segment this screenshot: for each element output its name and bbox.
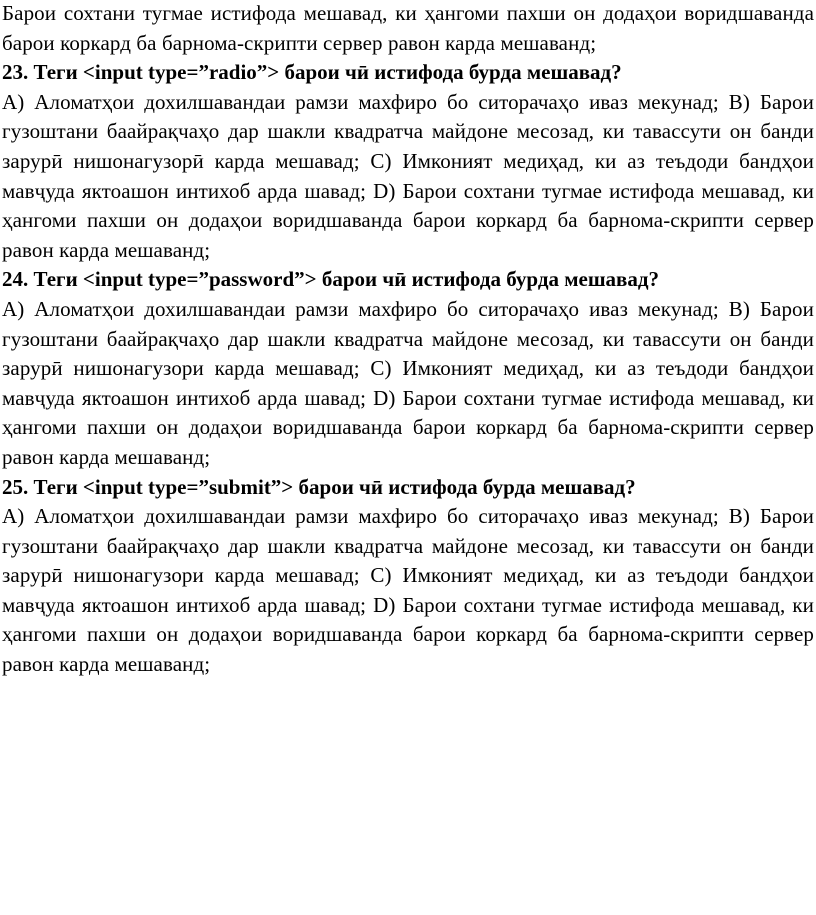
answer-options-25: А) Аломатҳои дохилшавандаи рамзи махфиро бо ситорачаҳо иваз мекунад; B) Барои гузоштани баайрақчаҳо дар шакли квадратча майдоне месозад, ки тавассути он банди зарурӣ нишонагузори карда мешавад; C) Имконият медиҳад, ки аз теъдоди бандҳои мавҷуда яктоашон интихоб арда шавад; D) Барои сохтани тугмае истифода мешавад, ки ҳангоми пахши он додаҳои воридшаванда барои коркард ба барнома-скрипти сервер равон карда мешаванд;	[2, 504, 814, 677]
question-23: 23. Теги <input type=”radio”> барои чӣ истифода бурда мешавад?	[2, 60, 622, 85]
answer-options-24: А) Аломатҳои дохилшавандаи рамзи махфиро бо ситорачаҳо иваз мекунад; B) Барои гузоштани баайрақчаҳо дар шакли квадратча майдоне месозад, ки тавассути он банди зарурӣ нишонагузори карда мешавад; C) Имконият медиҳад, ки аз теъдоди бандҳои мавҷуда яктоашон интихоб арда шавад; D) Барои сохтани тугмае истифода мешавад, ки ҳангоми пахши он додаҳои воридшаванда барои коркард ба барнома-скрипти сервер равон карда мешаванд;	[2, 296, 814, 469]
question-25: 25. Теги <input type=”submit”> барои чӣ истифода бурда мешавад?	[2, 474, 636, 499]
answer-options-23: А) Аломатҳои дохилшавандаи рамзи махфиро бо ситорачаҳо иваз мекунад; B) Барои гузоштани баайрақчаҳо дар шакли квадратча майдоне месозад, ки тавассути он банди зарурӣ нишонагузорӣ карда мешавад; C) Имконият медиҳад, ки аз теъдоди бандҳои мавҷуда яктоашон интихоб арда шавад; D) Барои сохтани тугмае истифода мешавад, ки ҳангоми пахши он додаҳои воридшаванда барои коркард ба барнома-скрипти сервер равон карда мешаванд;	[2, 89, 814, 262]
answer-options-22-continued: Барои сохтани тугмае истифода мешавад, ки ҳангоми пахши он додаҳои воридшаванда барои коркард ба барнома-скрипти сервер равон карда мешаванд;	[2, 1, 814, 55]
question-24: 24. Теги <input type=”password”> барои чӣ истифода бурда мешавад?	[2, 267, 660, 292]
